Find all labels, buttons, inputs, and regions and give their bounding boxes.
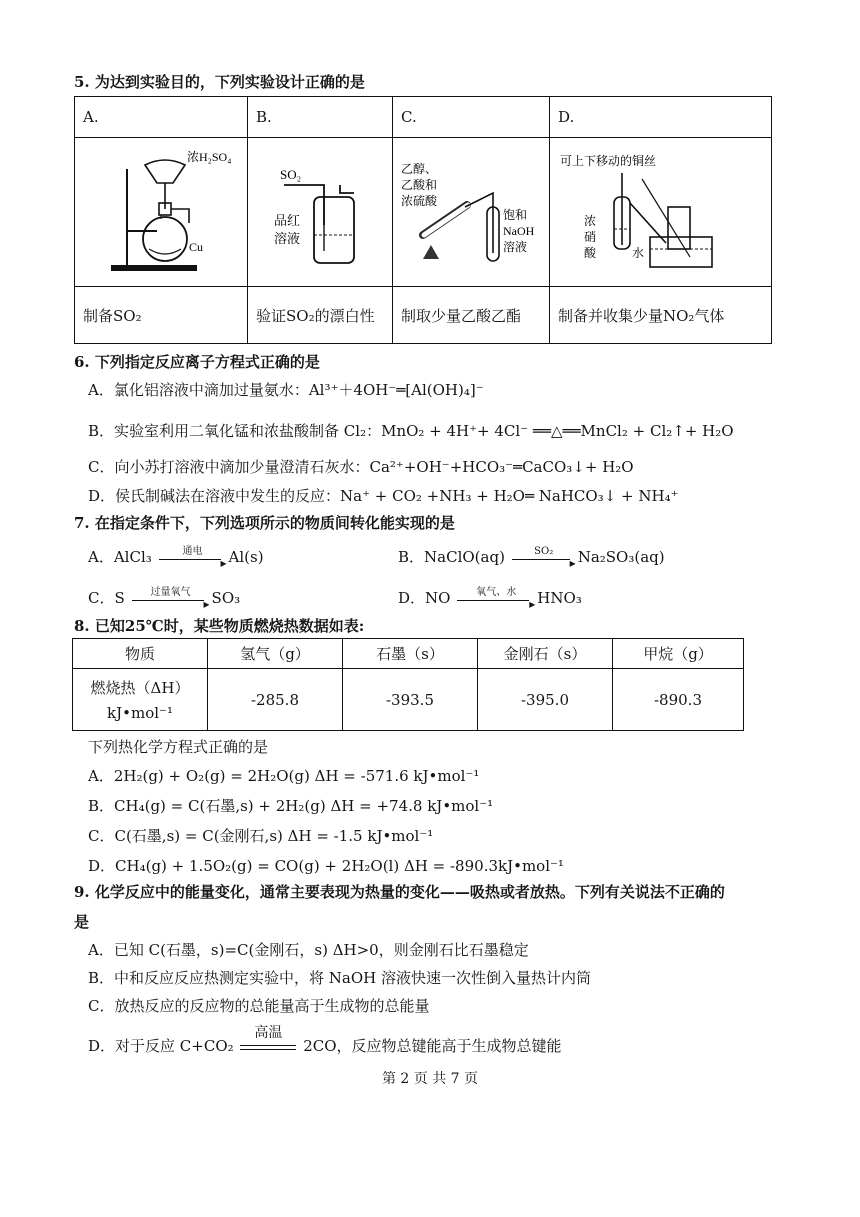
q6-option-d: D．侯氏制碱法在溶液中发生的反应：Na⁺ + CO₂ +NH₃ + H₂O═ NaHCO₃↓ + NH₄⁺ <box>88 487 679 505</box>
q7-a-condition: 通电 <box>182 546 203 557</box>
q8-value-diamond: -395.0 <box>478 669 613 731</box>
fig-b-so2-text: SO₂ <box>280 167 302 182</box>
q7-c-label: C． <box>88 589 115 607</box>
q9-option-d <box>88 1025 562 1057</box>
q5-title: 5. 为达到实验目的，下列实验设计正确的是 <box>74 73 365 91</box>
q6-option-a: A．氯化铝溶液中滴加过量氨水：Al³⁺＋4OH⁻═[Al(OH)₄]⁻ <box>88 381 484 399</box>
q8-value-hydrogen: -285.8 <box>208 669 343 731</box>
q8-option-b: B．CH₄(g) = C(石墨,s) + 2H₂(g) ΔH = +74.8 kJ•mol⁻¹ <box>88 797 494 815</box>
fig-d-xiao-text: 硝 <box>584 230 597 244</box>
q5-apparatus-d <box>550 138 772 287</box>
q8-row-label-2: kJ•mol⁻¹ <box>107 704 173 722</box>
q9-option-a: A．已知 C(石墨，s)=C(金刚石，s) ΔH>0，则金刚石比石墨稳定 <box>88 941 529 959</box>
q7-d-label: D． <box>398 589 426 607</box>
q7-c-condition: 过量氧气 <box>150 587 191 598</box>
q8-header-graphite: 石墨（s） <box>343 639 478 669</box>
fig-d-water-text: 水 <box>632 246 645 260</box>
q8-header-diamond: 金刚石（s） <box>478 639 613 669</box>
so2-generator-figure <box>75 139 245 285</box>
q7-option-a <box>88 547 264 568</box>
q7-a-arrow: 通电 ▸ <box>157 548 229 568</box>
fig-d-suan-text: 酸 <box>584 246 597 260</box>
q7-d-condition: 氧气、水 <box>476 587 517 598</box>
q7-c-left: S <box>114 589 125 607</box>
page-footer: 第 2 页 共 7 页 <box>381 1071 479 1087</box>
fig-b-pinhong-text: 品红 <box>274 213 301 228</box>
fig-c-sulfuric-text: 浓硫酸 <box>401 194 438 208</box>
q6-option-c: C．向小苏打溶液中滴加少量澄清石灰水：Ca²⁺+OH⁻+HCO₃⁻═CaCO₃↓+ H₂O <box>88 458 634 476</box>
q6-option-b: B．实验室利用二氧化锰和浓盐酸制备 Cl₂：MnO₂ + 4H⁺+ 4Cl⁻ ══△══MnCl₂ + Cl₂↑+ H₂O <box>88 422 734 440</box>
q5-caption-d: 制备并收集少量NO₂气体 <box>550 287 772 344</box>
q8-option-a: A．2H₂(g) + O₂(g) = 2H₂O(g) ΔH = -571.6 kJ•mol⁻¹ <box>88 767 480 785</box>
fig-d-nong-text: 浓 <box>584 214 597 228</box>
q5-caption-c: 制取少量乙酸乙酯 <box>393 287 550 344</box>
q7-c-right: SO₃ <box>211 589 241 607</box>
fig-c-acid-text: 乙酸和 <box>401 178 438 192</box>
q9-title-line-2: 是 <box>74 913 90 931</box>
fig-a-h2so4-text: 浓H₂SO₄ <box>187 150 232 164</box>
no2-prep-figure <box>550 139 740 285</box>
q7-a-label: A． <box>88 548 114 566</box>
q5-option-b-label: B. <box>248 97 393 138</box>
q8-header-hydrogen: 氢气（g） <box>208 639 343 669</box>
q8-combustion-table <box>72 638 744 731</box>
fig-c-ethanol-text: 乙醇、 <box>401 162 438 176</box>
q9-d-equals-sign <box>238 1025 298 1057</box>
fig-c-saturated-text: 饱和 <box>503 208 528 222</box>
q9-option-c: C．放热反应的反应物的总能量高于生成物的总能量 <box>88 997 430 1015</box>
q9-option-b: B．中和反应反应热测定实验中，将 NaOH 溶液快速一次性倒入量热计内筒 <box>88 969 592 987</box>
q7-d-right: HNO₃ <box>537 589 582 607</box>
q7-b-left: NaClO(aq) <box>424 548 505 566</box>
q5-option-a-label: A. <box>75 97 248 138</box>
q5-apparatus-a <box>75 138 248 287</box>
q7-a-left: AlCl₃ <box>113 548 152 566</box>
q8-value-methane: -890.3 <box>613 669 744 731</box>
q8-header-substance: 物质 <box>73 639 208 669</box>
fig-c-naoh-text: NaOH <box>503 224 535 238</box>
fig-a-cu-text: Cu <box>189 240 204 254</box>
q9-d-condition: 高温 <box>254 1025 283 1041</box>
q7-option-d <box>398 588 582 609</box>
q9-d-prefix: D．对于反应 C+CO₂ <box>88 1037 234 1055</box>
q5-experiment-table <box>74 96 772 344</box>
q8-title: 8. 已知25℃时，某些物质燃烧热数据如表: <box>74 617 365 635</box>
q8-value-graphite: -393.5 <box>343 669 478 731</box>
fig-d-copper-wire-text: 可上下移动的铜丝 <box>560 154 657 168</box>
q7-title: 7. 在指定条件下，下列选项所示的物质间转化能实现的是 <box>74 514 455 532</box>
q8-row-label <box>73 669 208 731</box>
ester-prep-figure <box>393 139 543 285</box>
q9-title-line-1: 9. 化学反应中的能量变化，通常主要表现为热量的变化——吸热或者放热。下列有关说法不正确的 <box>74 883 725 901</box>
q8-option-c: C．C(石墨,s) = C(金刚石,s) ΔH = -1.5 kJ•mol⁻¹ <box>88 827 434 845</box>
q6-title: 6. 下列指定反应离子方程式正确的是 <box>74 353 320 371</box>
q5-caption-b: 验证SO₂的漂白性 <box>248 287 393 344</box>
q8-prompt: 下列热化学方程式正确的是 <box>88 738 269 756</box>
q7-option-b <box>398 547 665 568</box>
q7-b-right: Na₂SO₃(aq) <box>577 548 665 566</box>
q7-d-arrow: 氧气、水 ▸ <box>455 589 537 609</box>
washing-bottle-figure <box>248 139 388 285</box>
q7-option-c <box>88 588 240 609</box>
q5-apparatus-c <box>393 138 550 287</box>
q7-a-right: Al(s) <box>228 548 264 566</box>
q7-b-label: B． <box>398 548 425 566</box>
q5-option-d-label: D. <box>550 97 772 138</box>
q7-d-left: NO <box>425 589 451 607</box>
q5-apparatus-b <box>248 138 393 287</box>
q5-caption-a: 制备SO₂ <box>75 287 248 344</box>
q5-option-c-label: C. <box>393 97 550 138</box>
fig-b-solution-text: 溶液 <box>274 231 301 246</box>
q7-b-condition: SO₂ <box>534 546 554 557</box>
q8-option-d: D．CH₄(g) + 1.5O₂(g) = CO(g) + 2H₂O(l) ΔH = -890.3kJ•mol⁻¹ <box>88 857 564 875</box>
q8-header-methane: 甲烷（g） <box>613 639 744 669</box>
q9-d-suffix: 2CO，反应物总键能高于生成物总键能 <box>303 1037 562 1055</box>
q7-c-arrow: 过量氧气 ▸ <box>130 589 212 609</box>
fig-c-solution-text: 溶液 <box>503 240 528 254</box>
q7-b-arrow: SO₂ ▸ <box>510 548 578 568</box>
q8-row-label-1: 燃烧热（ΔH） <box>90 679 190 697</box>
